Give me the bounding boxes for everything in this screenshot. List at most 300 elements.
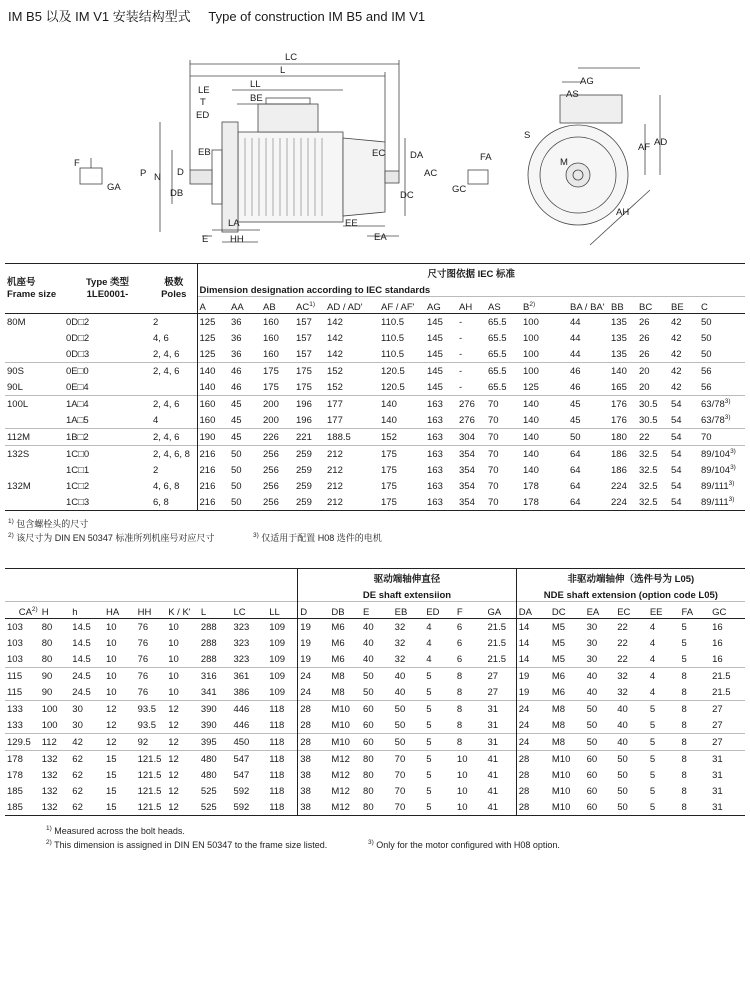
cell-value: 60	[586, 769, 598, 781]
cell-value: 133	[7, 719, 23, 731]
cell-value: 103	[7, 637, 23, 649]
cell-value: 70	[486, 396, 521, 413]
cell-value: 63/78$^{3)}$	[699, 396, 745, 413]
cell-value: 5	[649, 719, 656, 731]
cell-value: 10	[104, 619, 136, 636]
cell-value: 19	[298, 635, 330, 651]
cell-value: 65.5	[486, 314, 521, 331]
cell-value: 118	[267, 751, 298, 768]
cell-value: 22	[617, 653, 628, 665]
title-zh: IM B5 以及 IM V1 安装结构型式	[8, 9, 191, 24]
table-row	[5, 734, 745, 751]
col-d: D	[298, 602, 330, 619]
cell-value: 24	[516, 717, 550, 734]
label-m: M	[560, 157, 568, 168]
cell-value: 152	[325, 363, 379, 380]
th-blank	[5, 569, 298, 602]
cell-value: 163	[425, 494, 457, 511]
cell-value: 41	[487, 785, 499, 797]
cell-value: 288	[200, 653, 217, 665]
cell-value: 10	[168, 637, 179, 649]
cell-value: 316	[199, 668, 232, 685]
cell-value: 70	[486, 446, 521, 463]
cell-frame: 80M	[5, 314, 64, 331]
cell-value: 259	[296, 480, 312, 492]
cell-value: 19	[298, 651, 330, 668]
cell-value: 103	[7, 653, 23, 665]
dimension-table-1	[5, 263, 745, 511]
cell-value: 10	[456, 785, 468, 797]
cell-value: 4	[649, 686, 656, 698]
cell-value: 31	[710, 751, 745, 768]
cell-value: M12	[329, 751, 361, 768]
cell-value: 216	[197, 446, 229, 463]
cell-value: M12	[331, 785, 350, 797]
cell-value: 592	[231, 799, 267, 816]
label-ed: ED	[196, 110, 210, 121]
cell-value: 22	[615, 619, 648, 636]
cell-value: 62	[70, 799, 104, 816]
cell-value: 121.5	[137, 769, 162, 781]
cell-value: 32.5	[637, 446, 669, 463]
cell-value: 186	[609, 446, 637, 463]
cell-value: 50	[231, 480, 242, 492]
col-bc: BC	[637, 297, 669, 314]
cell-value: 27	[710, 734, 745, 751]
cell-value: 30	[586, 637, 598, 649]
cell-value: 175	[381, 480, 397, 492]
cell-frame	[5, 494, 64, 511]
cell-value: M12	[331, 769, 350, 781]
cell-value: 76	[136, 668, 167, 685]
note-2: 该尺寸为 DIN EN 50347 标准所列机座号对应尺寸	[16, 533, 215, 543]
cell-value: 24.5	[72, 686, 91, 698]
cell-value: 176	[611, 414, 627, 426]
cell-poles: 2	[153, 464, 159, 476]
col-db: DB	[329, 602, 361, 619]
cell-value: 38	[298, 799, 330, 816]
cell-value: 142	[327, 332, 343, 344]
cell-value: 5	[681, 637, 687, 649]
cell-value: 5	[648, 701, 680, 718]
th-dim-en: Dimension designation according to IEC standards	[197, 280, 745, 297]
cell-value: 129.5	[5, 734, 40, 751]
cell-value: 93.5	[136, 701, 167, 718]
cell-value: 42	[669, 314, 699, 331]
cell-value: 32	[393, 619, 425, 636]
cell-value: 4	[426, 637, 432, 649]
note-en-2: This dimension is assigned in DIN EN 50347 to the frame size listed.	[54, 840, 328, 850]
cell-value: 60	[585, 799, 616, 816]
cell-type: 1C□2	[66, 480, 90, 492]
col-h: h	[70, 602, 104, 619]
cell-value: 8	[455, 668, 486, 685]
cell-value: 89/104$^{3)}$	[699, 446, 745, 463]
cell-value: 12	[166, 751, 199, 768]
cell-value: 446	[233, 719, 250, 731]
cell-value: M12	[329, 799, 361, 816]
cell-value: -	[459, 381, 463, 393]
cell-value: M5	[551, 653, 566, 665]
cell-value: 64	[568, 446, 609, 463]
table-row	[5, 396, 745, 413]
cell-type: 0D□2	[66, 332, 90, 344]
cell-value: 44	[568, 314, 609, 331]
cell-value: 89/111$^{3)}$	[699, 494, 745, 511]
cell-value: 100	[41, 719, 58, 731]
cell-value: M10	[550, 799, 585, 816]
cell-type: 0E□4	[66, 381, 89, 393]
cell-value: 12	[168, 769, 179, 781]
col-a: A	[197, 297, 229, 314]
cell-value: 62	[72, 785, 83, 797]
cell-value: 5	[426, 769, 432, 781]
col-ac: AC$^{1)}$	[294, 297, 325, 314]
cell-value: 216	[197, 462, 229, 478]
table-row	[5, 684, 745, 701]
cell-type: 1A□4	[64, 396, 151, 413]
cell-value: 142	[327, 348, 343, 360]
cell-value: 118	[269, 769, 285, 781]
table-row	[5, 651, 745, 668]
cell-value: 41	[486, 751, 517, 768]
cell-value: 32	[617, 686, 628, 698]
cell-value: 44	[570, 332, 581, 344]
cell-value: 4	[649, 653, 656, 665]
cell-value: 8	[456, 686, 463, 698]
cell-frame: 132S	[5, 446, 64, 463]
cell-value: 118	[267, 701, 298, 718]
cell-value: 40	[363, 637, 374, 649]
cell-value: 4	[426, 653, 432, 665]
cell-value: 10	[168, 686, 179, 698]
col-e: E	[361, 602, 393, 619]
cell-value: 20	[639, 381, 650, 393]
cell-value: 60	[586, 785, 598, 797]
cell-value: 12	[168, 719, 179, 731]
table-row	[5, 314, 745, 331]
cell-value: 40	[617, 719, 628, 731]
cell-value: 110.5	[379, 314, 425, 331]
cell-value: 163	[427, 480, 443, 492]
cell-value: 19	[516, 684, 550, 701]
cell-value: 109	[267, 668, 298, 685]
cell-value: 5	[426, 686, 432, 698]
cell-value: 50	[585, 734, 616, 751]
cell-value: 8	[681, 785, 687, 797]
cell-value: M6	[331, 653, 345, 665]
cell-value: M6	[331, 637, 345, 649]
cell-value: 163	[425, 429, 457, 446]
cell-value: 8	[681, 719, 687, 731]
cell-value: 27	[710, 701, 745, 718]
cell-value: 80	[40, 619, 71, 636]
cell-value: 212	[327, 480, 343, 492]
cell-frame	[5, 462, 64, 478]
cell-value: 140	[523, 414, 539, 426]
cell-value: 32	[615, 668, 648, 685]
cell-value: 50	[361, 668, 393, 685]
cell-value: 90	[41, 686, 53, 698]
cell-value: 354	[459, 464, 475, 476]
cell-value: 109	[269, 686, 286, 698]
cell-value: 288	[199, 619, 232, 636]
cell-value: 118	[269, 785, 285, 797]
cell-value: 76	[136, 619, 167, 636]
table-row	[5, 783, 745, 799]
cell-value: 40	[393, 668, 425, 685]
cell-value: 188.5	[325, 429, 379, 446]
cell-value: 276	[459, 414, 475, 426]
cell-value: 8	[679, 701, 710, 718]
cell-value: 46	[231, 381, 242, 393]
cell-value: 163	[427, 414, 443, 426]
col-h: H	[40, 602, 71, 619]
cell-value: 152	[327, 381, 343, 393]
cell-value: 32	[394, 653, 406, 665]
table-row	[5, 429, 745, 446]
label-lc: LC	[285, 52, 298, 63]
cell-value: 5	[426, 719, 432, 731]
cell-value: M10	[550, 751, 585, 768]
cell-value: 56	[699, 363, 745, 380]
cell-frame: 90L	[7, 381, 23, 393]
cell-value: 142	[325, 314, 379, 331]
col-c: C	[699, 297, 745, 314]
th-frame: 机座号 Frame size	[5, 264, 64, 314]
cell-value: 110.5	[381, 348, 405, 360]
cell-value: 19	[516, 668, 550, 685]
cell-value: 92	[136, 734, 167, 751]
col-ee: EE	[648, 602, 680, 619]
cell-value: 14.5	[72, 653, 91, 665]
cell-value: 30	[586, 653, 598, 665]
label-dc: DC	[400, 190, 414, 201]
cell-value: 160	[197, 396, 229, 413]
cell-value: 5	[648, 734, 680, 751]
cell-value: M10	[331, 719, 350, 731]
cell-value: 5	[648, 751, 680, 768]
cell-value: 100	[40, 701, 71, 718]
cell-value: 10	[168, 653, 179, 665]
cell-value: 175	[379, 494, 425, 511]
cell-value: 212	[327, 464, 343, 476]
cell-value: 276	[457, 396, 486, 413]
cell-poles: 4, 6, 8	[153, 480, 180, 492]
cell-value: 5	[649, 785, 656, 797]
table-row	[5, 446, 745, 463]
cell-value: 16	[710, 619, 745, 636]
cell-value: 70	[488, 464, 499, 476]
cell-value: 547	[231, 751, 267, 768]
cell-value: 12	[105, 719, 117, 731]
cell-value: 50	[585, 701, 616, 718]
cell-value: 288	[200, 637, 217, 649]
cell-value: M8	[329, 668, 361, 685]
cell-value: 592	[233, 785, 250, 797]
cell-poles: 2, 4, 6	[153, 348, 180, 360]
cell-value: M5	[550, 619, 585, 636]
cell-value: 125	[197, 314, 229, 331]
cell-value: 323	[233, 653, 250, 665]
cell-value: 40	[361, 619, 393, 636]
col-f: F	[455, 602, 486, 619]
cell-value: M6	[551, 686, 566, 698]
cell-value: 175	[294, 363, 325, 380]
table-row	[5, 701, 745, 718]
cell-poles: 2, 4, 6	[151, 396, 197, 413]
cell-value: 42	[671, 381, 682, 393]
cell-value: 212	[325, 494, 379, 511]
cell-value: 160	[261, 314, 294, 331]
col-b: $B^{2)}$	[521, 297, 568, 314]
col-eb: EB	[393, 602, 425, 619]
col-aa: AA	[229, 297, 261, 314]
cell-value: 8	[679, 799, 710, 816]
cell-value: 140	[379, 396, 425, 413]
cell-value: 5	[424, 799, 455, 816]
cell-value: 8	[679, 734, 710, 751]
cell-value: 42	[669, 363, 699, 380]
cell-value: 50	[617, 769, 628, 781]
cell-value: 323	[233, 637, 250, 649]
cell-value: 178	[521, 494, 568, 511]
cell-value: 5	[424, 734, 455, 751]
cell-value: 157	[296, 348, 312, 360]
label-ag: AG	[580, 76, 594, 87]
cell-value: 200	[261, 396, 294, 413]
cell-value: 178	[7, 769, 23, 781]
cell-value: 60	[585, 751, 616, 768]
table-row	[5, 751, 745, 768]
cell-value: 256	[261, 494, 294, 511]
cell-value: 8	[456, 719, 463, 731]
cell-value: 152	[379, 429, 425, 446]
label-t: T	[200, 97, 206, 108]
cell-value: 12	[166, 734, 199, 751]
cell-value: 50	[393, 734, 425, 751]
cell-value: 118	[267, 799, 298, 816]
col-ll: LL	[267, 602, 298, 619]
col-gc: GC	[710, 602, 745, 619]
cell-value: 50	[229, 494, 261, 511]
cell-value: 21.5	[487, 653, 507, 665]
cell-value: 31	[487, 719, 499, 731]
cell-value: 36	[231, 332, 242, 344]
col-ab: AB	[261, 297, 294, 314]
cell-value: 6	[456, 653, 463, 665]
cell-value: 21.5	[710, 668, 745, 685]
cell-value: 178	[523, 480, 539, 492]
label-le: LE	[198, 85, 210, 96]
cell-value: 22	[617, 637, 628, 649]
cell-value: 226	[261, 429, 294, 446]
cell-value: 4	[648, 619, 680, 636]
col-l: L	[199, 602, 232, 619]
cell-value: 12	[104, 734, 136, 751]
cell-value: 118	[269, 719, 285, 731]
col-k-k-: K / K'	[166, 602, 199, 619]
cell-value: 177	[327, 414, 343, 426]
cell-value: 256	[263, 464, 279, 476]
cell-value: 178	[5, 751, 40, 768]
cell-value: 185	[7, 785, 23, 797]
cell-value: 8	[679, 668, 710, 685]
cell-value: 115	[7, 686, 23, 698]
cell-value: 125	[197, 346, 229, 363]
cell-value: 24.5	[70, 668, 104, 685]
cell-value: 70	[394, 769, 406, 781]
cell-value: 45	[570, 414, 581, 426]
cell-value: 103	[5, 619, 40, 636]
cell-value: 70	[699, 429, 745, 446]
cell-value: 140	[381, 414, 397, 426]
cell-type: 1B□2	[64, 429, 151, 446]
cell-value: 89/104$^{3)}$	[701, 463, 736, 477]
cell-value: 110.5	[381, 332, 405, 344]
cell-value: 31	[712, 769, 723, 781]
cell-value: 70	[393, 799, 425, 816]
th-de-zh: 驱动端轴伸直径	[298, 569, 516, 586]
cell-value: 80	[363, 769, 374, 781]
cell-value: 26	[637, 314, 669, 331]
cell-value: M8	[551, 719, 566, 731]
col-ag: AG	[425, 297, 457, 314]
cell-value: 341	[200, 686, 217, 698]
cell-value: 80	[41, 637, 53, 649]
cell-value: 132	[40, 751, 71, 768]
label-l: L	[280, 65, 286, 76]
cell-value: 32.5	[637, 494, 669, 511]
cell-type: 0D□2	[64, 314, 151, 331]
cell-value: M10	[551, 785, 571, 797]
cell-value: 109	[269, 637, 286, 649]
table-row	[5, 668, 745, 685]
col-be: BE	[669, 297, 699, 314]
cell-value: 70	[393, 751, 425, 768]
label-ga: GA	[107, 182, 121, 193]
cell-value: 10	[105, 686, 117, 698]
cell-value: 10	[166, 619, 199, 636]
col-da: DA	[516, 602, 550, 619]
cell-value: -	[459, 348, 463, 360]
cell-value: 12	[166, 799, 199, 816]
cell-value: 54	[669, 446, 699, 463]
cell-value: 16	[712, 653, 723, 665]
cell-value: 32.5	[639, 464, 658, 476]
cell-value: 10	[455, 799, 486, 816]
label-eb: EB	[198, 147, 211, 158]
cell-value: 304	[457, 429, 486, 446]
dimension-table-2	[5, 568, 745, 816]
cell-frame	[5, 330, 64, 346]
cell-value: 40	[586, 686, 598, 698]
note-3: 仅适用于配置 H08 选件的电机	[261, 533, 382, 543]
cell-value: 125	[523, 381, 539, 393]
cell-value: 15	[104, 751, 136, 768]
cell-value: 65.5	[488, 332, 507, 344]
cell-value: 145	[425, 314, 457, 331]
cell-value: 62	[72, 769, 83, 781]
cell-value: 30	[585, 619, 616, 636]
table-row	[5, 462, 745, 478]
cell-value: 224	[611, 480, 627, 492]
cell-value: 256	[261, 446, 294, 463]
cell-value: 70	[486, 429, 521, 446]
cell-value: M6	[550, 668, 585, 685]
cell-value: 145	[427, 381, 443, 393]
cell-value: M8	[331, 686, 345, 698]
